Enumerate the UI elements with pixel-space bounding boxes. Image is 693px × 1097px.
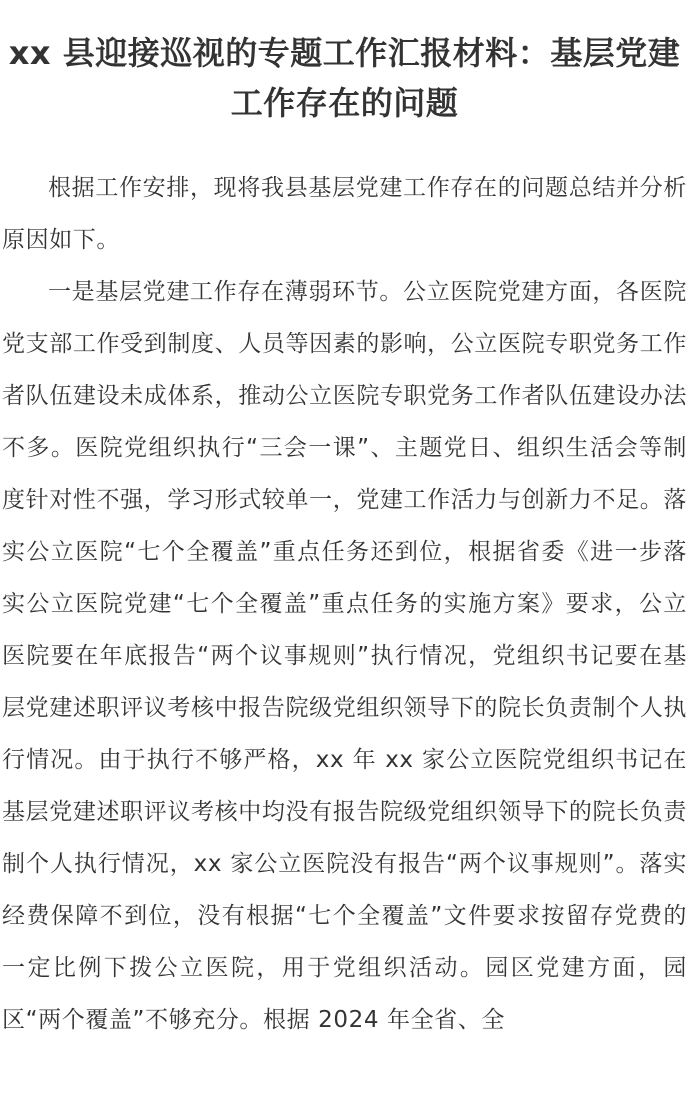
paragraph-problem-one: 一是基层党建工作存在薄弱环节。公立医院党建方面，各医院党支部工作受到制度、人员等因素的影响，公立医院专职党务工作者队伍建设未成体系，推动公立医院专职党务工作者队伍建设办法不多。医院党组织执行“三会一课”、主题党日、组织生活会等制度针对性不强，学习形式较单一，党建工作活力与创新力不足。落实公立医院“七个全覆盖”重点任务还到位，根据省委《进一步落实公立医院党建“七个全覆盖”重点任务的实施方案》要求，公立医院要在年底报告“两个议事规则”执行情况，党组织书记要在基层党建述职评议考核中报告院级党组织领导下的院长负责制个人执行情况。由于执行不够严格，xx 年 xx 家公立医院党组织书记在基层党建述职评议考核中均没有报告院级党组织领导下的院长负责制个人执行情况，xx 家公立医院没有报告“两个议事规则”。落实经费保障不到位，没有根据“七个全覆盖”文件要求按留存党费的一定比例下拨公立医院，用于党组织活动。园区党建方面，园区“两个覆盖”不够充分。根据 2024 年全省、全: [2, 279, 687, 1033]
document-body: [2, 162, 687, 1046]
document-title: xx 县迎接巡视的专题工作汇报材料：基层党建工作存在的问题: [8, 34, 681, 122]
paragraph-intro: 根据工作安排，现将我县基层党建工作存在的问题总结并分析原因如下。: [2, 175, 687, 253]
